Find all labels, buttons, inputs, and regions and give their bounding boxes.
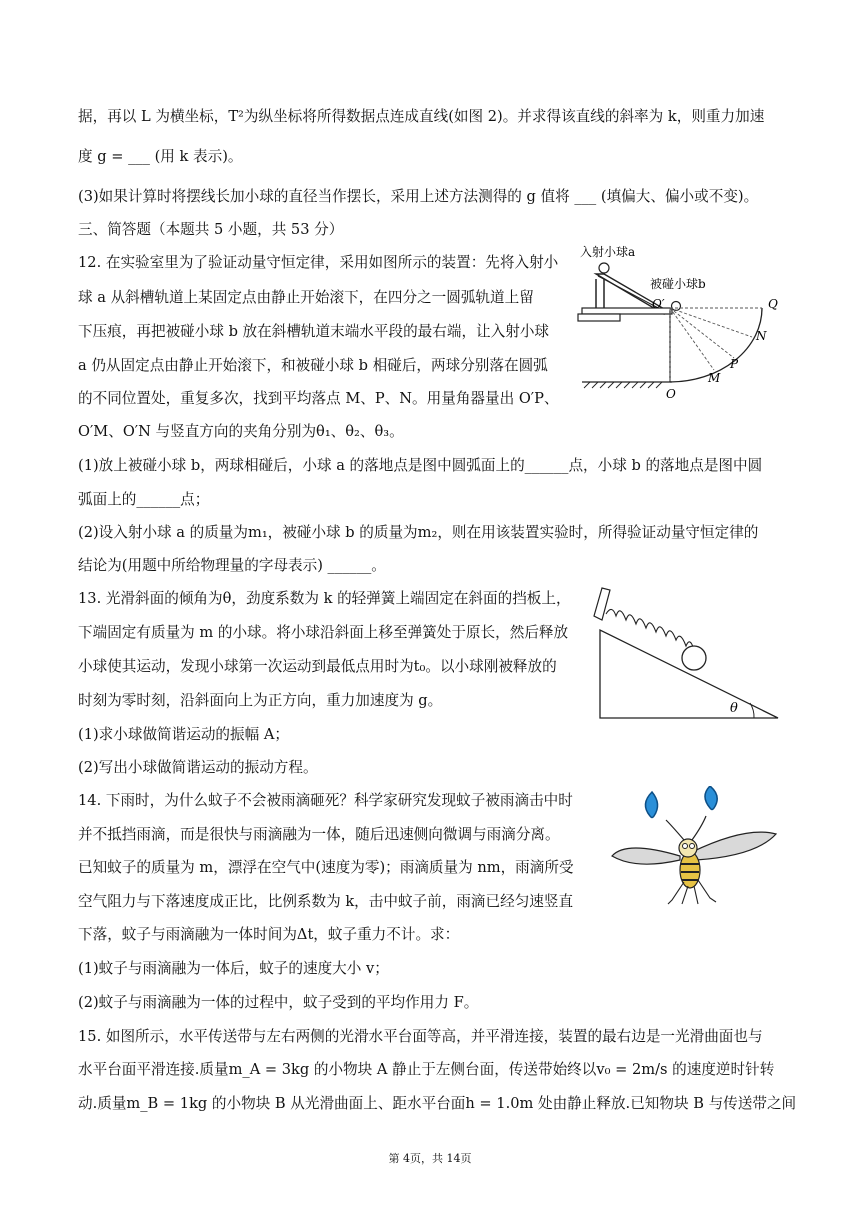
q13-figure	[584, 584, 784, 724]
q13-text: 小球使其运动，发现小球第一次运动到最低点用时为t₀。以小球刚被释放的	[78, 658, 557, 675]
q12-text: (1)放上被碰小球 b，两球相碰后，小球 a 的落地点是图中圆弧面上的______点，小球 b 的落地点是图中圆	[78, 457, 763, 474]
q12-text: 12. 在实验室里为了验证动量守恒定律，采用如图所示的装置：先将入射小	[78, 254, 559, 271]
text-line: (3)如果计算时将摆线长加小球的直径当作摆长，采用上述方法测得的 g 值将 ___ (填偏大、偏小或不变)。	[78, 188, 759, 205]
text-line: 度 g = ___ (用 k 表示)。	[78, 148, 243, 165]
page-footer: 第 4页，共 14页	[388, 1152, 472, 1165]
q12-text: 下压痕，再把被碰小球 b 放在斜槽轨道末端水平段的最右端，让入射小球	[78, 323, 550, 340]
q15-text: 15. 如图所示，水平传送带与左右两侧的光滑水平台面等高，并平滑连接，装置的最右边是一光滑曲面也与	[78, 1028, 763, 1045]
q14-text: 已知蚊子的质量为 m，漂浮在空气中(速度为零)；雨滴质量为 nm，雨滴所受	[78, 859, 574, 876]
q12-text: 的不同位置处，重复多次，找到平均落点 M、P、N。用量角器量出 O′P、	[78, 390, 559, 407]
q13-text: (2)写出小球做简谐运动的振动方程。	[78, 759, 318, 776]
q14-text: 空气阻力与下落速度成正比，比例系数为 k，击中蚊子前，雨滴已经匀速竖直	[78, 893, 574, 910]
q12-text: 弧面上的______点；	[78, 491, 210, 508]
q13-text: 时刻为零时刻，沿斜面向上为正方向，重力加速度为 g。	[78, 692, 443, 709]
label-o-prime: O′	[652, 297, 665, 311]
q13-text: 13. 光滑斜面的倾角为θ，劲度系数为 k 的轻弹簧上端固定在斜面的挡板上，	[78, 590, 571, 607]
q15-text: 动.质量m_B = 1kg 的小物块 B 从光滑曲面上、距水平台面h = 1.0m 处由静止释放.已知物块 B 与传送带之间	[78, 1095, 797, 1112]
q14-text: (1)蚊子与雨滴融为一体后，蚊子的速度大小 v；	[78, 960, 389, 977]
label-m: M	[708, 371, 721, 385]
q12-text: a 仍从固定点由静止开始滚下，和被碰小球 b 相碰后，两球分别落在圆弧	[78, 357, 548, 374]
q14-text: (2)蚊子与雨滴融为一体的过程中，蚊子受到的平均作用力 F。	[78, 994, 479, 1011]
q12-text: 球 a 从斜槽轨道上某固定点由静止开始滚下，在四分之一圆弧轨道上留	[78, 289, 534, 306]
q13-text: (1)求小球做简谐运动的振幅 A；	[78, 726, 289, 743]
label-p: P	[730, 357, 739, 371]
q12-text: (2)设入射小球 a 的质量为m₁，被碰小球 b 的质量为m₂，则在用该装置实验时，所得验证动量守恒定律的	[78, 524, 759, 541]
q14-text: 下落，蚊子与雨滴融为一体时间为Δt，蚊子重力不计。求：	[78, 926, 460, 943]
label-q: Q	[768, 297, 778, 311]
label-ball-a: 入射小球a	[580, 245, 636, 259]
q14-text: 14. 下雨时，为什么蚊子不会被雨滴砸死？科学家研究发现蚊子被雨滴击中时	[78, 792, 573, 809]
label-theta: θ	[730, 701, 738, 716]
text-line: 据，再以 L 为横坐标，T²为纵坐标将所得数据点连成直线(如图 2)。并求得该直线的斜率为 k，则重力加速	[78, 108, 765, 125]
label-ball-b: 被碰小球b	[650, 277, 706, 291]
section-heading: 三、简答题（本题共 5 小题，共 53 分）	[78, 221, 344, 238]
q12-text: 结论为(用题中所给物理量的字母表示) ______。	[78, 557, 386, 574]
q14-text: 并不抵挡雨滴，而是很快与雨滴融为一体，随后迅速侧向微调与雨滴分离。	[78, 826, 560, 843]
q12-figure	[574, 244, 784, 404]
q13-text: 下端固定有质量为 m 的小球。将小球沿斜面上移至弹簧处于原长，然后释放	[78, 624, 569, 641]
q12-text: O′M、O′N 与竖直方向的夹角分别为θ₁、θ₂、θ₃。	[78, 423, 404, 440]
label-n: N	[756, 329, 767, 343]
q15-text: 水平台面平滑连接.质量m_A = 3kg 的小物块 A 静止于左侧台面，传送带始终以v₀ = 2m/s 的速度逆时针转	[78, 1061, 775, 1078]
q14-figure	[606, 786, 782, 910]
label-o: O	[666, 387, 676, 401]
